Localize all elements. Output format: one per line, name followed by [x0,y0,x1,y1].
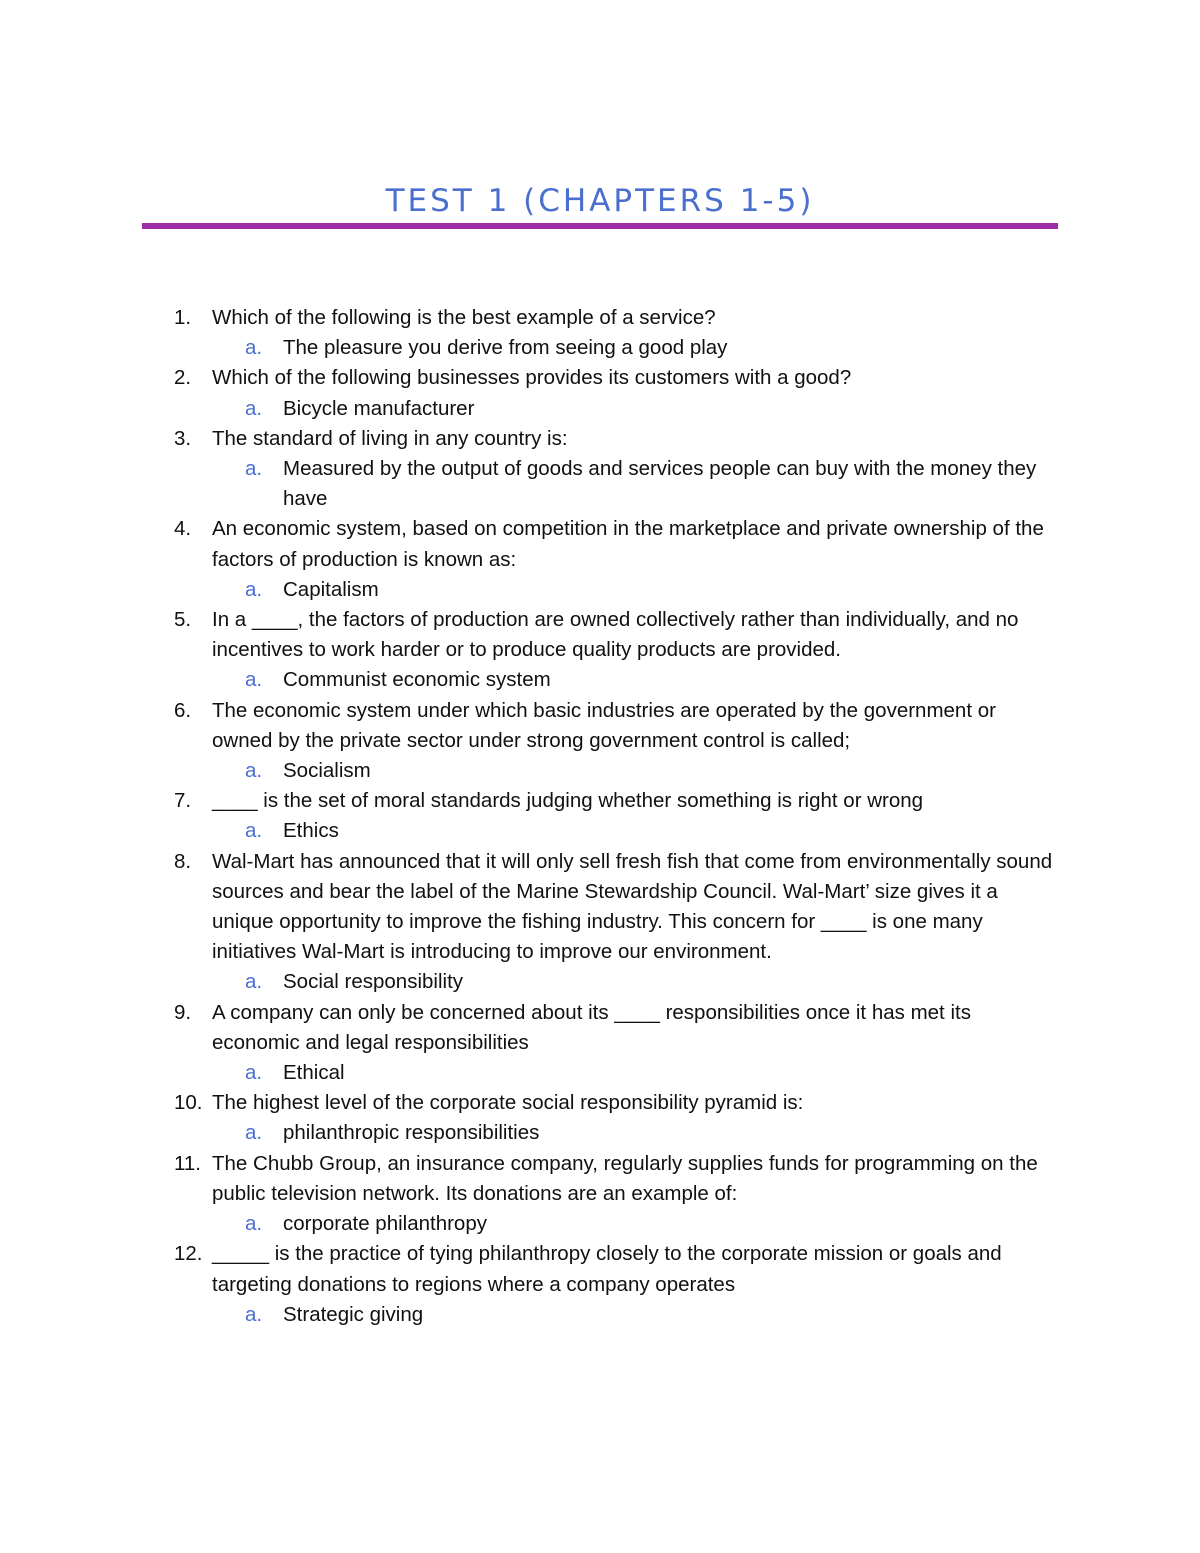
title-underline-rule [142,223,1058,229]
question-text: _____ is the practice of tying philanthropy closely to the corporate mission or goals and targeting donations to regions where a company operates [212,1242,1002,1296]
answer-letter: a. [245,396,263,420]
question-number: 2. [174,366,192,390]
question-number: 9. [174,1000,192,1024]
answer-text: Measured by the output of goods and services people can buy with the money they have [283,457,1037,511]
answer-letter: a. [245,1121,263,1145]
question-item [0,424,1200,515]
answer-letter: a. [245,336,263,360]
question-item [0,998,1200,1089]
question-number: 8. [174,849,192,873]
answer-text: Socialism [283,759,371,783]
question-item [0,1088,1200,1148]
answer-row [0,1209,1200,1239]
question-text: In a ____, the factors of production are owned collectively rather than individually, and no incentives to work harder or to produce quality products are provided. [212,608,1019,662]
answer-letter: a. [245,1061,263,1085]
question-number: 6. [174,698,192,722]
answer-letter: a. [245,668,263,692]
answer-row [0,967,1200,997]
question-item [0,605,1200,696]
question-text: Which of the following businesses provides its customers with a good? [212,366,852,390]
answer-text: The pleasure you derive from seeing a good play [283,336,728,360]
question-row [0,696,1200,756]
answer-letter: a. [245,1302,263,1326]
answer-text: Capitalism [283,577,379,601]
question-item [0,1239,1200,1330]
question-list [0,303,1200,1330]
answer-text: philanthropic responsibilities [283,1121,540,1145]
question-text: An economic system, based on competition in the marketplace and private ownership of the factors of production is known as: [212,517,1044,571]
question-text: Which of the following is the best example of a service? [212,306,716,329]
question-number: 5. [174,608,192,632]
answer-row [0,1118,1200,1148]
question-number: 10. [174,1091,203,1115]
question-item [0,363,1200,423]
question-row [0,1088,1200,1118]
question-number: 4. [174,517,192,541]
question-row [0,786,1200,816]
question-number: 7. [174,789,192,813]
question-number: 11. [174,1151,201,1175]
answer-letter: a. [245,577,263,601]
answer-text: Ethical [283,1061,345,1085]
answer-letter: a. [245,970,263,994]
answer-text: Strategic giving [283,1302,424,1326]
question-row [0,1239,1200,1299]
answer-row [0,333,1200,363]
answer-letter: a. [245,1212,263,1236]
question-item [0,514,1200,605]
question-text: ____ is the set of moral standards judging whether something is right or wrong [212,789,924,813]
question-text: The standard of living in any country is: [212,426,568,450]
question-number: 12. [174,1242,203,1266]
answer-row [0,454,1200,514]
question-item [0,696,1200,787]
question-text: The Chubb Group, an insurance company, regularly supplies funds for programming on the public television network. Its donations are an example of: [212,1151,1038,1205]
question-row [0,363,1200,393]
question-item [0,303,1200,363]
question-row [0,998,1200,1058]
question-number: 3. [174,426,192,450]
answer-text: Social responsibility [283,970,464,994]
question-item [0,847,1200,998]
document-title: TEST 1 (CHAPTERS 1-5) [385,183,815,219]
answer-row [0,756,1200,786]
question-row [0,514,1200,574]
question-text: Wal-Mart has announced that it will only sell fresh fish that come from environmentally sound sources and bear the label of the Marine Stewardship Council. Wal-Mart’ size gives it a unique opportunity to improve the fishing industry. This concern for ____ is one many initiatives Wal-Mart is introducing to improve our environment. [212,849,1053,964]
question-item [0,1149,1200,1240]
question-number: 1. [174,306,192,329]
answer-text: Ethics [283,819,339,843]
question-row [0,605,1200,665]
question-row [0,1149,1200,1209]
question-text: The economic system under which basic industries are operated by the government or owned by the private sector under strong government control is called; [212,698,996,752]
answer-row [0,665,1200,695]
answer-text: corporate philanthropy [283,1212,487,1236]
answer-letter: a. [245,819,263,843]
question-row [0,847,1200,968]
answer-text: Communist economic system [283,668,551,692]
answer-row [0,1300,1200,1330]
answer-row [0,394,1200,424]
answer-text: Bicycle manufacturer [283,396,475,420]
answer-row [0,575,1200,605]
question-text: A company can only be concerned about its ____ responsibilities once it has met its economic and legal responsibilities [212,1000,971,1054]
answer-letter: a. [245,457,263,481]
answer-row [0,1058,1200,1088]
question-row [0,303,1200,333]
answer-letter: a. [245,759,263,783]
answer-row [0,816,1200,846]
question-text: The highest level of the corporate social responsibility pyramid is: [212,1091,804,1115]
question-row [0,424,1200,454]
question-item [0,786,1200,846]
